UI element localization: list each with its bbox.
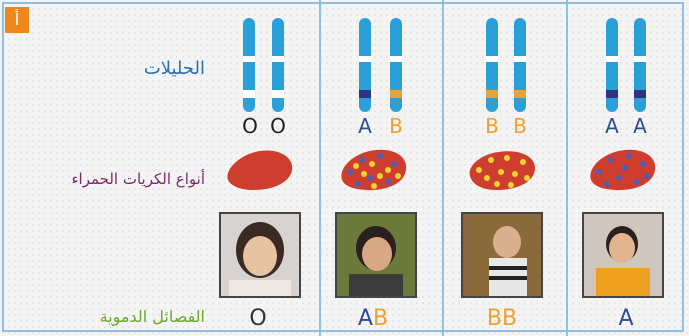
allele-left: A [358,114,372,138]
blood-group-ab [343,306,403,332]
chromosome-icon [272,18,284,112]
chromosome-icon [359,18,371,112]
blood-group-o [228,306,288,332]
allele-right: O [270,114,286,138]
blood-groups-label: الفصائل الدموية [99,307,205,326]
allele-left: B [485,114,499,138]
alleles-label: الحليلات [143,58,205,79]
allele-left: O [242,114,258,138]
rbc-dotted-icon [585,146,659,194]
allele-left: A [605,114,619,138]
blood-group-letter: A [357,306,373,331]
blood-group-letter: B [372,306,389,331]
chromosome-icon [390,18,402,112]
blood-group-letter: B [502,306,518,331]
column-divider [442,0,444,336]
blood-group-a [596,306,656,332]
blood-group-letter: B [486,306,502,331]
rbc-types-label: أنواع الكريات الحمراء [71,170,205,188]
child-photo [335,212,417,298]
blood-group-letter: A [618,306,634,331]
child-photo [461,212,543,298]
chromosome-icon [634,18,646,112]
chromosome-icon [486,18,498,112]
chromosome-icon [606,18,618,112]
rbc-dotted-icon [465,146,539,194]
corner-tag: أ [5,7,29,33]
chromosome-icon [243,18,255,112]
chromosome-icon [514,18,526,112]
rbc-dotted-icon [336,146,410,194]
allele-right: B [389,114,403,138]
child-photo [582,212,664,298]
blood-group-letter: O [249,306,267,331]
allele-right: A [633,114,647,138]
blood-group-bb [472,306,532,332]
allele-right: B [513,114,527,138]
column-divider [319,0,321,336]
column-divider [566,0,568,336]
rbc-plain-icon [222,146,296,194]
child-photo [219,212,301,298]
